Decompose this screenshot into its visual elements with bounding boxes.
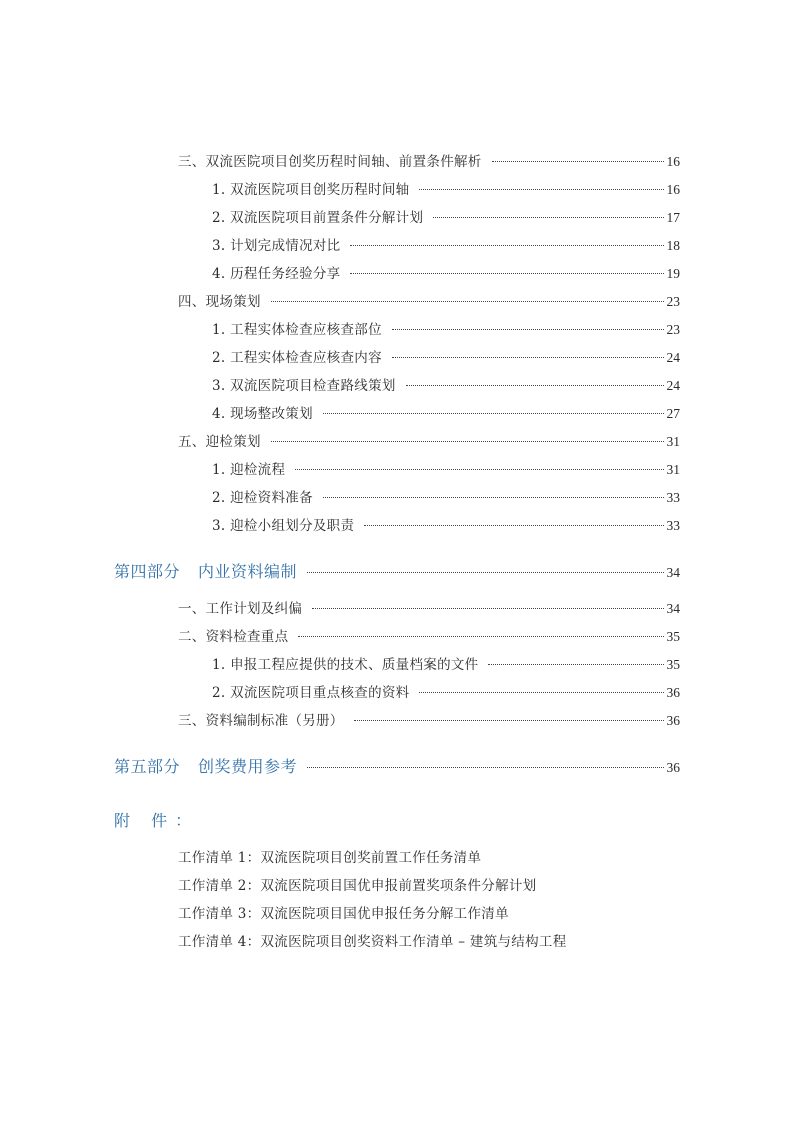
dot-leader xyxy=(354,720,664,721)
toc-entry[interactable] xyxy=(212,514,680,534)
toc-entry[interactable] xyxy=(178,430,680,450)
toc-entry-title: 1. 工程实体检查应核查部位 xyxy=(212,322,382,338)
toc-entry[interactable] xyxy=(178,150,680,170)
toc-entry-page: 18 xyxy=(666,238,680,253)
toc-entry[interactable] xyxy=(178,597,680,617)
toc-entry-title: 3. 迎检小组划分及职责 xyxy=(212,518,355,534)
toc-entry-title: 三、双流医院项目创奖历程时间轴、前置条件解析 xyxy=(178,154,482,170)
toc-entry-page: 31 xyxy=(666,462,680,477)
appendix-item[interactable]: 工作清单 4：双流医院项目创奖资料工作清单 – 建筑与结构工程 xyxy=(178,934,567,950)
toc-entry[interactable] xyxy=(212,318,680,338)
appendix-item[interactable]: 工作清单 2：双流医院项目国优申报前置奖项条件分解计划 xyxy=(178,878,537,894)
toc-entry-title: 1. 申报工程应提供的技术、质量档案的文件 xyxy=(212,657,479,673)
toc-entry-title: 4. 历程任务经验分享 xyxy=(212,266,341,282)
dot-leader xyxy=(295,469,663,470)
dot-leader xyxy=(433,217,663,218)
toc-entry-title: 1. 双流医院项目创奖历程时间轴 xyxy=(212,182,410,198)
toc-entry-page: 24 xyxy=(666,378,680,393)
toc-entry-page: 16 xyxy=(666,182,680,197)
toc-entry[interactable] xyxy=(212,262,680,282)
appendix-item[interactable]: 工作清单 3：双流医院项目国优申报任务分解工作清单 xyxy=(178,906,509,922)
appendix-item[interactable]: 工作清单 1：双流医院项目创奖前置工作任务清单 xyxy=(178,850,482,866)
toc-entry-page: 33 xyxy=(666,518,680,533)
toc-entry-page: 16 xyxy=(666,154,680,169)
toc-entry-page: 36 xyxy=(666,685,680,700)
toc-entry-title: 2. 双流医院项目重点核查的资料 xyxy=(212,685,410,701)
toc-entry-page: 36 xyxy=(666,760,680,775)
toc-entry-page: 23 xyxy=(666,322,680,337)
toc-entry[interactable] xyxy=(212,486,680,506)
part-name: 创奖费用参考 xyxy=(198,757,298,776)
toc-entry-page: 34 xyxy=(666,601,680,616)
toc-entry-page: 34 xyxy=(666,565,680,580)
part-title xyxy=(114,559,297,582)
dot-leader xyxy=(419,692,663,693)
toc-entry-page: 35 xyxy=(666,657,680,672)
part-label: 第五部分 xyxy=(114,757,181,776)
toc-entry[interactable] xyxy=(212,681,680,701)
toc-entry-title: 3. 计划完成情况对比 xyxy=(212,238,341,254)
dot-leader xyxy=(323,497,664,498)
toc-entry-page: 24 xyxy=(666,350,680,365)
toc-entry[interactable] xyxy=(178,625,680,645)
toc-entry[interactable] xyxy=(212,178,680,198)
toc-entry-page: 19 xyxy=(666,266,680,281)
toc-entry[interactable] xyxy=(212,402,680,422)
dot-leader xyxy=(307,767,663,768)
toc-entry-title: 2. 双流医院项目前置条件分解计划 xyxy=(212,210,424,226)
dot-leader xyxy=(488,664,663,665)
toc-entry-title: 二、资料检查重点 xyxy=(178,629,289,645)
toc-entry-page: 33 xyxy=(666,490,680,505)
dot-leader xyxy=(271,441,664,442)
toc-entry[interactable] xyxy=(178,709,680,729)
appendix-heading: 附 件： xyxy=(114,811,200,830)
dot-leader xyxy=(419,189,663,190)
dot-leader xyxy=(271,301,664,302)
dot-leader xyxy=(364,525,663,526)
toc-entry-page: 31 xyxy=(666,434,680,449)
toc-entry-title: 一、工作计划及纠偏 xyxy=(178,601,303,617)
toc-entry[interactable] xyxy=(212,346,680,366)
toc-entry-page: 17 xyxy=(666,210,680,225)
toc-entry[interactable] xyxy=(212,458,680,478)
dot-leader xyxy=(312,608,663,609)
dot-leader xyxy=(350,273,663,274)
part-title xyxy=(114,754,297,777)
toc-entry[interactable] xyxy=(212,206,680,226)
dot-leader xyxy=(323,413,664,414)
toc-entry-title: 2. 迎检资料准备 xyxy=(212,490,313,506)
dot-leader xyxy=(392,357,664,358)
toc-entry-page: 35 xyxy=(666,629,680,644)
dot-leader xyxy=(298,636,663,637)
toc-entry[interactable] xyxy=(212,653,680,673)
toc-entry-title: 三、资料编制标准（另册） xyxy=(178,713,344,729)
toc-entry[interactable] xyxy=(212,374,680,394)
dot-leader xyxy=(406,385,664,386)
toc-entry[interactable] xyxy=(212,234,680,254)
dot-leader xyxy=(492,161,664,162)
toc-part-heading[interactable] xyxy=(114,559,680,582)
toc-entry-page: 23 xyxy=(666,294,680,309)
toc-entry-page: 27 xyxy=(666,406,680,421)
toc-entry-title: 1. 迎检流程 xyxy=(212,462,286,478)
dot-leader xyxy=(392,329,664,330)
toc-entry[interactable] xyxy=(178,290,680,310)
toc-entry-page: 36 xyxy=(666,713,680,728)
toc-entry-title: 3. 双流医院项目检查路线策划 xyxy=(212,378,396,394)
part-label: 第四部分 xyxy=(114,562,181,581)
toc-entry-title: 五、迎检策划 xyxy=(178,434,261,450)
part-name: 内业资料编制 xyxy=(198,562,298,581)
toc-entry-title: 2. 工程实体检查应核查内容 xyxy=(212,350,382,366)
dot-leader xyxy=(307,572,663,573)
toc-entry-title: 四、现场策划 xyxy=(178,294,261,310)
dot-leader xyxy=(350,245,663,246)
toc-part-heading[interactable] xyxy=(114,754,680,777)
toc-entry-title: 4. 现场整改策划 xyxy=(212,406,313,422)
